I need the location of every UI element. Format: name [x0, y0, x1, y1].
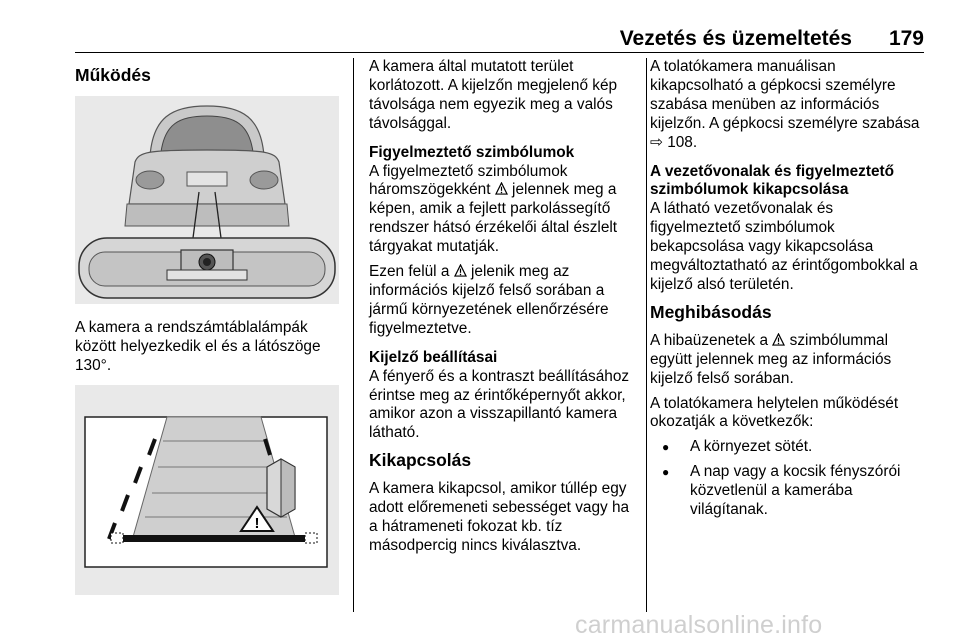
page-number: 179: [888, 27, 924, 50]
additional-warning-text-b: jelenik meg az információs kijelző felső sorában a jármű környezetének ellenőrzésére figyelmeztetve.: [369, 263, 609, 337]
camera-display-illustration: [75, 385, 339, 595]
column-3: [650, 58, 925, 526]
header-rule: [75, 52, 924, 53]
list-item: ● A nap vagy a kocsik fényszórói közvetlenül a kamerába világítanak.: [650, 463, 925, 520]
column-1-caption: [75, 319, 340, 382]
rear-camera-car-illustration: [75, 96, 339, 304]
warning-symbols-text-a: A figyelmeztető szimbólumok háromszögekként: [369, 162, 568, 199]
warning-symbols-title: Figyelmeztető szimbólumok: [369, 143, 575, 161]
header-title: Vezetés és üzemeltetés: [619, 27, 852, 50]
column-2: [369, 58, 635, 562]
arrow-icon: ⇨: [650, 133, 663, 151]
warning-triangle-icon: [495, 182, 508, 195]
list-item: ● A környezet sötét.: [650, 438, 925, 457]
warning-triangle-icon: [454, 264, 467, 277]
section-heading-meghibasodas: Meghibásodás: [650, 301, 772, 322]
camera-caption: A kamera a rendszámtáblalámpák között helyezkedik el és a látószöge 130°.: [75, 319, 321, 374]
watermark: carmanualsonline.info: [575, 611, 823, 639]
deactivation-text: A kamera kikapcsol, amikor túllép egy adott előremeneti sebességet vagy ha a hátrameneti fokozat kb. tíz másodpercig nincs kiválasztva.: [369, 480, 630, 554]
guidelines-title: A vezetővonalak és figyelmeztető szimbólumok kikapcsolása: [650, 162, 895, 199]
section-heading-mukodes: Működés: [75, 65, 151, 85]
additional-warning-text-a: Ezen felül a: [369, 263, 450, 281]
fault-text-a: A hibaüzenetek a: [650, 331, 769, 349]
column-1: [75, 58, 340, 95]
fault-causes-intro: A tolatókamera helytelen működését okozatják a következők:: [650, 394, 899, 431]
warning-triangle-icon: [772, 333, 785, 346]
manual-off-text-a: A tolatókamera manuálisan kikapcsolható a gépkocsi személyre szabása menüben az információs kijelzőn. A gépkocsi személyre szabása: [650, 58, 920, 132]
fault-causes-list: [650, 438, 925, 520]
fault-text-b: szimbólummal együtt jelennek meg az információs kijelző felső sorában.: [650, 331, 892, 387]
camera-area-text: A kamera által mutatott terület korlátozott. A kijelzőn megjelenő kép távolsága nem egyezik meg a valós távolsággal.: [369, 58, 618, 132]
display-settings-title: Kijelző beállításai: [369, 348, 498, 366]
section-heading-kikapcsolas: Kikapcsolás: [369, 450, 472, 471]
warning-symbols-text-b: jelennek meg a képen, amik a fejlett parkolássegítő rendszer hátsó érzékelői által észlelt tárgyakat mutatják.: [369, 181, 618, 256]
guidelines-text: A látható vezetővonalak és figyelmeztető szimbólumok bekapcsolása vagy kikapcsolása megváltoztatható az érintőgombokkal a kijelző alsó területén.: [650, 200, 918, 293]
display-settings-text: A fényerő és a kontraszt beállításához érintse meg az érintőképernyőt akkor, amikor azon a visszapillantó kamera látható.: [369, 367, 630, 442]
manual-off-text-b: 108.: [667, 133, 698, 151]
svg-text:!: !: [254, 515, 260, 532]
column-divider-1: [353, 58, 354, 612]
column-divider-2: [646, 58, 647, 612]
